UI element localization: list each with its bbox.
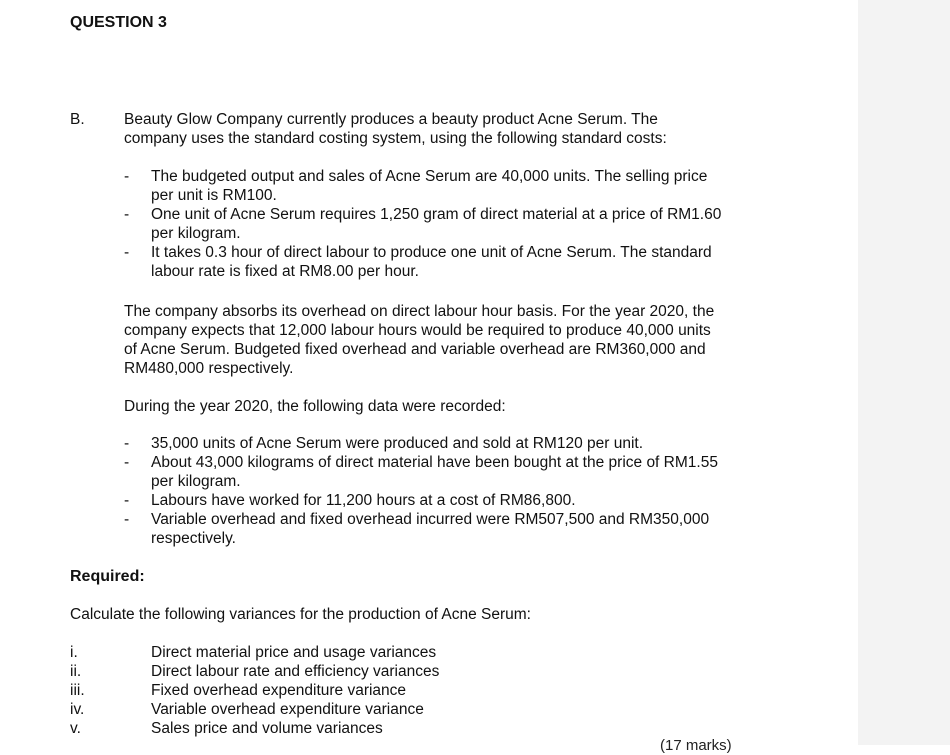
recorded-4-line-1: Variable overhead and fixed overhead incurred were RM507,500 and RM350,000 [151, 511, 710, 528]
question-title: QUESTION 3 [70, 14, 167, 31]
overhead-line-2: company expects that 12,000 labour hours would be required to produce 40,000 units [124, 322, 711, 339]
standard-2-line-2: per kilogram. [151, 225, 241, 242]
variance-item: Fixed overhead expenditure variance [151, 682, 407, 699]
calc-intro: Calculate the following variances for the production of Acne Serum: [70, 606, 531, 623]
bullet-dash: - [124, 511, 130, 528]
variance-item: Variable overhead expenditure variance [151, 701, 424, 718]
bullet-dash: - [124, 492, 130, 509]
standard-3-line-1: It takes 0.3 hour of direct labour to produce one unit of Acne Serum. The standard [151, 244, 712, 261]
section-label: B. [70, 111, 85, 128]
variance-item: Direct labour rate and efficiency variances [151, 663, 440, 680]
variance-num: iv. [70, 701, 85, 718]
bullet-dash: - [124, 454, 130, 471]
overhead-line-4: RM480,000 respectively. [124, 360, 294, 377]
variance-num: i. [70, 644, 78, 661]
comment-margin-panel [858, 0, 950, 745]
standard-3-line-2: labour rate is fixed at RM8.00 per hour. [151, 263, 419, 280]
variance-item: Direct material price and usage variances [151, 644, 437, 661]
recorded-intro: During the year 2020, the following data were recorded: [124, 398, 506, 415]
bullet-dash: - [124, 244, 130, 261]
standard-1-line-1: The budgeted output and sales of Acne Serum are 40,000 units. The selling price [151, 168, 708, 185]
overhead-line-3: of Acne Serum. Budgeted fixed overhead and variable overhead are RM360,000 and [124, 341, 706, 358]
required-label: Required: [70, 568, 145, 585]
intro-line-1: Beauty Glow Company currently produces a beauty product Acne Serum. The [124, 111, 658, 128]
recorded-2-line-2: per kilogram. [151, 473, 241, 490]
overhead-line-1: The company absorbs its overhead on direct labour hour basis. For the year 2020, the [124, 303, 715, 320]
bullet-dash: - [124, 435, 130, 452]
intro-line-2: company uses the standard costing system, using the following standard costs: [124, 130, 667, 147]
variance-item: Sales price and volume variances [151, 720, 383, 737]
bullet-dash: - [124, 168, 130, 185]
recorded-2-line-1: About 43,000 kilograms of direct material have been bought at the price of RM1.55 [151, 454, 718, 471]
recorded-4-line-2: respectively. [151, 530, 236, 547]
recorded-3-line-1: Labours have worked for 11,200 hours at a cost of RM86,800. [151, 492, 576, 509]
recorded-1-line-1: 35,000 units of Acne Serum were produced and sold at RM120 per unit. [151, 435, 643, 452]
marks-label: (17 marks) [660, 737, 732, 754]
standard-2-line-1: One unit of Acne Serum requires 1,250 gram of direct material at a price of RM1.60 [151, 206, 722, 223]
standard-1-line-2: per unit is RM100. [151, 187, 277, 204]
variance-num: ii. [70, 663, 82, 680]
variance-num: iii. [70, 682, 85, 699]
bullet-dash: - [124, 206, 130, 223]
variance-num: v. [70, 720, 81, 737]
